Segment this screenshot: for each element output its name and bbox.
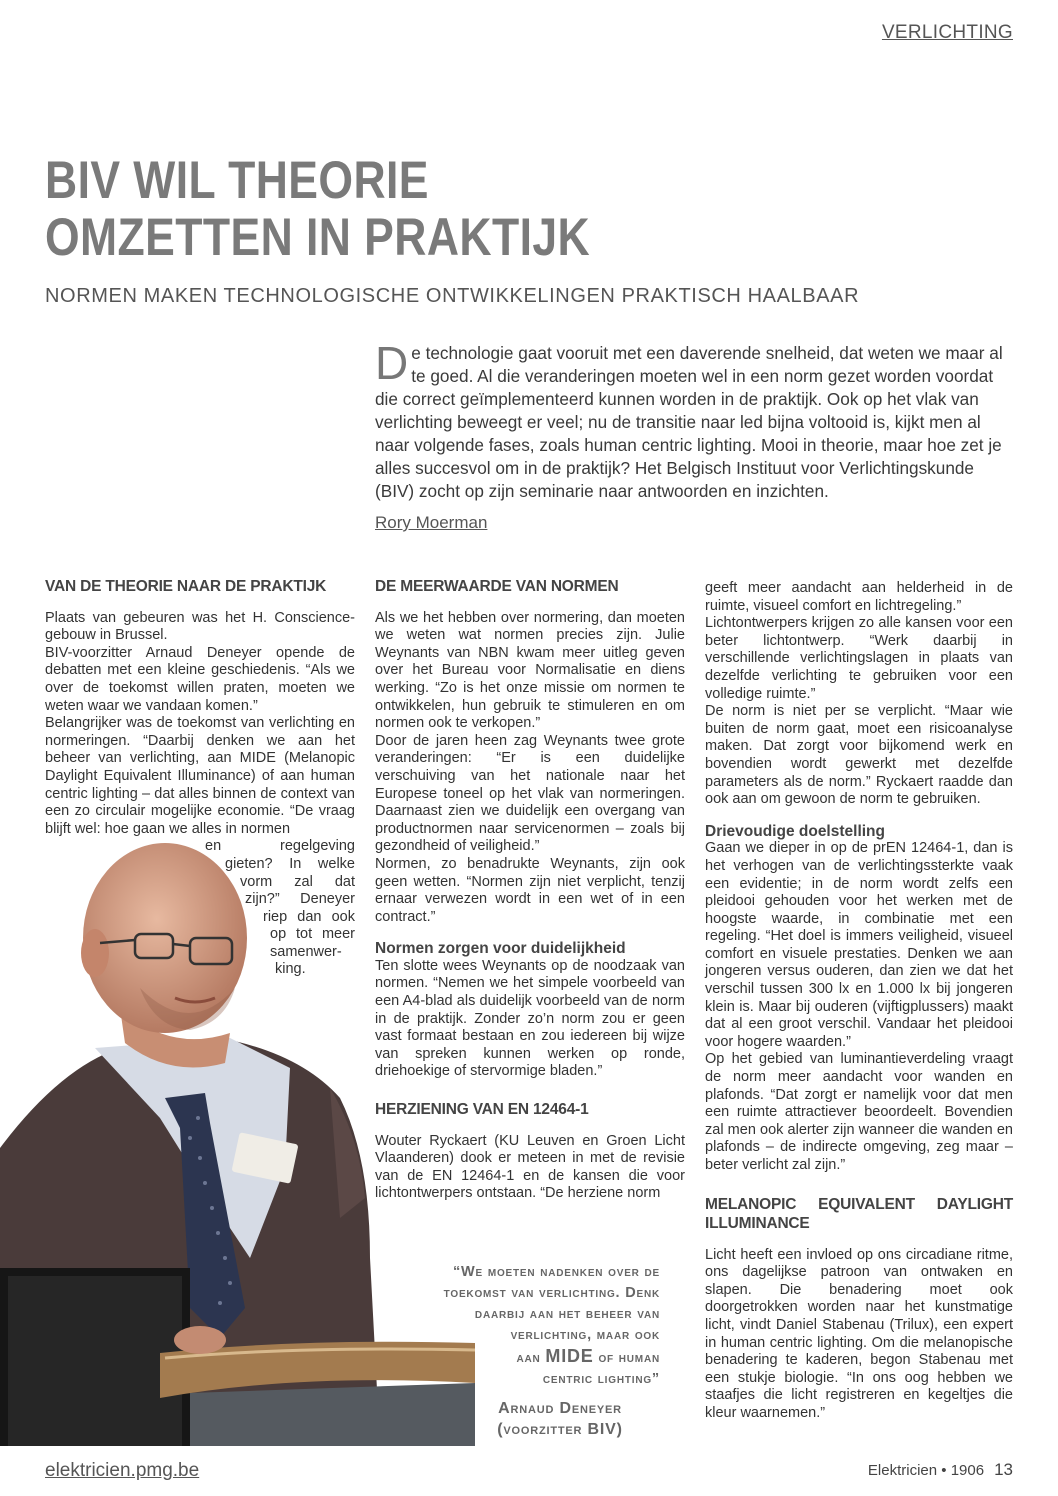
quote-line: toekomst van verlichting. Denk bbox=[443, 1285, 660, 1301]
wrapped-text bbox=[240, 874, 355, 892]
column-3 bbox=[705, 580, 1013, 1423]
wrap-line: samenwer- bbox=[270, 943, 342, 960]
wrap-line: gieten? In welke bbox=[225, 855, 355, 872]
wrapped-text bbox=[270, 926, 355, 944]
title-line-2: OMZETTEN IN PRAKTIJK bbox=[45, 208, 591, 267]
author-link[interactable]: Rory Moerman bbox=[375, 513, 488, 532]
quote-line: “We moeten nadenken over de bbox=[453, 1264, 660, 1280]
wrapped-text bbox=[275, 961, 355, 979]
column-1 bbox=[45, 578, 355, 979]
paragraph: Ten slotte wees Weynants op de noodzaak van normen. “Nemen we het simpele voorbeeld van een A4-blad als duidelijk voorbeeld van de norm in de praktijk. Zonder zo’n norm zou er geen vast formaat bestaan en zou iedereen bij wijze van spreken kunnen werken op ronde, driehoekige of stervormige bladen.” bbox=[375, 957, 685, 1080]
drop-cap: D bbox=[375, 337, 409, 389]
column-2 bbox=[375, 578, 685, 1203]
wrapped-text bbox=[245, 891, 355, 909]
quote-word: of human bbox=[598, 1350, 660, 1366]
paragraph: Lichtontwerpers krijgen zo alle kansen voor een beter lichtontwerp. “Werk daarbij in verschillende verlichtingslagen in plaats van dezelfde verlichting te gebruiken voor een volledige ruimte.” bbox=[705, 615, 1013, 702]
intro-text: e technologie gaat vooruit met een daverende snelheid, dat weten we maar al te goed. Al die veranderingen moeten wel in een norm gezet worden voordat die correct geïmplementeerd kunnen worden in de praktijk. Ook op het vlak van verlichting beweegt er veel; nu de transitie naar led bijna voltooid is, kijkt men al naar volgende fases, zoals human centric lighting. Mooi in theorie, maar hoe zet je alles succesvol om in de praktijk? Het Belgisch Instituut voor Verlichtingskunde (BIV) zocht op zijn seminarie naar antwoorden en inzichten. bbox=[375, 343, 1003, 501]
wrap-line: riep dan ook bbox=[263, 908, 355, 925]
wrap-line: zijn?” Deneyer bbox=[245, 891, 355, 908]
wrap-line: en regelgeving bbox=[205, 838, 355, 855]
quote-author-role: (voorzitter BIV) bbox=[497, 1421, 623, 1438]
paragraph: geeft meer aandacht aan helderheid in de ruimte, visueel comfort en lichtregeling.” bbox=[705, 580, 1013, 614]
wrapped-text bbox=[263, 909, 355, 927]
article-subtitle: NORMEN MAKEN TECHNOLOGISCHE ONTWIKKELINGEN PRAKTISCH HAALBAAR bbox=[45, 285, 860, 307]
quote-emphasis: MIDE bbox=[545, 1346, 594, 1366]
quote-word: aan bbox=[516, 1350, 541, 1366]
wrapped-text bbox=[270, 944, 355, 962]
intro-paragraph bbox=[375, 337, 1015, 503]
footer-info bbox=[868, 1460, 1013, 1480]
quote-author-name: Arnaud Deneyer bbox=[498, 1400, 622, 1417]
page-number: 13 bbox=[994, 1460, 1013, 1479]
section-tag: VERLICHTING bbox=[881, 22, 1013, 43]
subheading: Drievoudige doelstelling bbox=[705, 822, 885, 840]
title-line-1: BIV WIL THEORIE bbox=[45, 151, 429, 210]
magazine-issue: Elektricien • 1906 bbox=[867, 1462, 985, 1479]
paragraph: Als we het hebben over normering, dan moeten we weten wat normen precies zijn. Julie Weynants van NBN kwam meer uitleg geven over het Bureau voor Normalisatie en diens werking. “Zo is het onze missie om normen te ontwikkelen, hun gebruik te stimuleren en om normen ook te verkopen.” bbox=[375, 609, 685, 732]
paragraph: Normen, zo benadrukte Weynants, zijn ook geen wetten. “Normen zijn niet verplicht, tenzij ernaar verwezen wordt in een wet of in een contract.” bbox=[375, 855, 685, 925]
section-heading: DE MEERWAARDE VAN NORMEN bbox=[375, 578, 619, 595]
quote-line bbox=[400, 1346, 660, 1369]
section-heading: VAN DE THEORIE NAAR DE PRAKTIJK bbox=[45, 578, 327, 595]
paragraph: Op het gebied van luminantieverdeling vraagt de norm meer aandacht voor wanden en plafonds. “Dat zorgt er namelijk voor dat men een ruimte attractiever beoordeelt. Bovendien zal men ook alerter zijn wanneer die wanden en plafonds – de indirecte omgeving, zeg maar – beter verlicht zal zijn.” bbox=[705, 1051, 1013, 1173]
paragraph: Wouter Ryckaert (KU Leuven en Groen Licht Vlaanderen) dook er meteen in met de revisie van de EN 12464-1 en de kansen die voor lichtontwerpers ontstaan. “De herziene norm bbox=[375, 1132, 685, 1202]
wrapped-text bbox=[205, 838, 355, 856]
wrap-line: king. bbox=[275, 961, 306, 978]
wrap-line: op tot meer bbox=[270, 926, 355, 943]
paragraph: Licht heeft een invloed op ons circadiane ritme, ons dagelijkse patroon van ontwaken en slapen. Die benadering moet ook doorgetrokken worden naar het kunstmatige licht, vindt Daniel Stabenau (Trilux), een expert in human centric lighting. Om die melanopische benadering te kaderen, begon Stabenau met een stukje biologie. “In ons oog hebben we staafjes die licht registreren en kegeltjes die kleur waarnemen.” bbox=[705, 1246, 1013, 1421]
paragraph: De norm is niet per se verplicht. “Maar wie buiten de norm gaat, moet een risicoanalyse maken. Dat zorgt voor bijkomend werk en bovendien wordt gewerkt met dezelfde parameters als de norm.” Ryckaert raadde dan ook aan om gewoon de norm te gebruiken. bbox=[705, 703, 1013, 808]
quote-line: daarbij aan het beheer van bbox=[474, 1306, 660, 1322]
quote-line: centric lighting” bbox=[542, 1371, 660, 1387]
article-title bbox=[45, 152, 590, 266]
quote-author bbox=[400, 1398, 660, 1440]
paragraph: Door de jaren heen zag Weynants twee grote veranderingen: “Er is een duidelijke verschuiving van het nationale naar het Europese toneel op het vlak van normeringen. Daarnaast zien we duidelijk een overgang van productnormen naar servicenormen – zoals bij gezondheid of veiligheid.” bbox=[375, 732, 685, 855]
section-heading: HERZIENING VAN EN 12464-1 bbox=[375, 1101, 589, 1119]
website-link[interactable]: elektricien.pmg.be bbox=[45, 1460, 200, 1481]
paragraph: Gaan we dieper in op de prEN 12464-1, dan is het verhogen van de verlichtingssterkte vaak een evidentie; in de norm wordt zelfs een pleidooi gehouden voor het werken met de hoogste waarde, in combinatie met een regeling. “Het doel is immers veiligheid, visueel comfort en visuele prestaties. Denken we aan jongeren versus ouderen, dan zien we dat het verschil tussen 300 lx en 1.000 lx bij jongeren klein is. Maar bij ouderen (vijftigplussers) maakt dat al een groot verschil. Vandaar het pleidooi voor hogere waarden.” bbox=[705, 840, 1013, 1050]
wrapped-text bbox=[225, 856, 355, 874]
section-heading: MELANOPIC EQUIVALENT DAYLIGHT ILLUMINANCE bbox=[705, 1195, 1013, 1232]
wrap-line: vorm zal dat bbox=[240, 873, 355, 890]
paragraph: BIV-voorzitter Arnaud Deneyer opende de debatten met een kleine geschiedenis. “Als we over de toekomst willen praten, moeten we weten waar we vandaan komen.” bbox=[45, 644, 355, 714]
subheading: Normen zorgen voor duidelijkheid bbox=[375, 940, 626, 958]
pull-quote bbox=[400, 1262, 660, 1440]
paragraph: Belangrijker was de toekomst van verlichting en normeringen. “Daarbij denken we aan het beheer van verlichting, aan MIDE (Melanopic Daylight Equivalent Illuminance) of aan human centric lighting – dat alles binnen de context van een zo circulair mogelijke economie. “De vraag blijft wel: hoe gaan we alles in normen bbox=[45, 715, 355, 837]
paragraph: Plaats van gebeuren was het H. Conscience-gebouw in Brussel. bbox=[45, 609, 355, 644]
quote-line: verlichting, maar ook bbox=[510, 1327, 660, 1343]
